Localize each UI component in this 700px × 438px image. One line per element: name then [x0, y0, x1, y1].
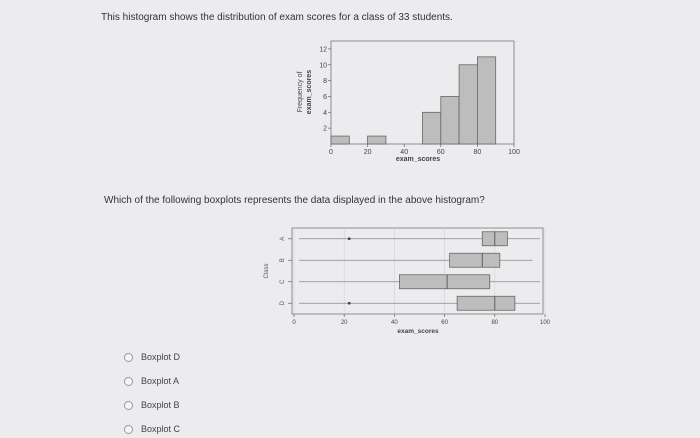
boxplot-C	[299, 275, 540, 289]
histogram-xtick-100: 100	[508, 149, 520, 156]
option-boxplot-d[interactable]	[124, 350, 180, 364]
boxplot-xtick-60: 60	[441, 320, 448, 326]
histogram-bar-80-90	[477, 57, 495, 144]
histogram-xlabel: exam_scores	[395, 156, 441, 163]
boxplot-xtick-0: 0	[292, 320, 296, 326]
question-prompt: Which of the following boxplots represents the data displayed in the above histogram?	[104, 195, 485, 206]
boxplot-xtick-100: 100	[539, 320, 551, 326]
radio-button[interactable]	[124, 401, 133, 410]
radio-button[interactable]	[124, 425, 133, 434]
question-intro: This histogram shows the distribution of exam scores for a class of 33 students.	[101, 12, 453, 23]
boxplot-xlabel: exam_scores	[397, 328, 439, 335]
option-label: Boxplot C	[141, 424, 181, 434]
boxplot-ylabel: Class	[264, 263, 270, 279]
histogram-xtick-40: 40	[400, 149, 409, 156]
boxplot-xtick-80: 80	[491, 320, 499, 326]
histogram-ytick-8: 8	[323, 78, 327, 86]
histogram-ylabel-line1: Frequency of	[297, 71, 304, 113]
histogram-xtick-0: 0	[329, 149, 333, 156]
boxplot-B-box	[450, 253, 500, 267]
boxplot-A	[299, 232, 540, 246]
histogram-xtick-20: 20	[363, 149, 372, 156]
histogram-bar-60-70	[441, 96, 459, 144]
boxplot-A-outlier	[348, 237, 351, 240]
histogram-bar-0-10	[331, 136, 349, 144]
histogram-ytick-10: 10	[319, 62, 327, 70]
boxplot-D-outlier	[348, 302, 351, 305]
option-label: Boxplot A	[141, 376, 180, 386]
histogram-ylabel-line2: exam_scores	[306, 69, 313, 115]
histogram-ytick-6: 6	[323, 93, 327, 101]
histogram-bar-70-80	[459, 65, 477, 144]
option-boxplot-c[interactable]	[124, 422, 180, 436]
histogram-xtick-80: 80	[473, 149, 482, 156]
option-label: Boxplot B	[141, 400, 180, 410]
boxplot-A-box	[482, 232, 507, 246]
boxplot-xtick-20: 20	[340, 320, 348, 326]
boxplot-ytick-D: D	[280, 301, 286, 306]
option-boxplot-a[interactable]	[124, 374, 179, 388]
boxplot-plot-frame	[292, 228, 543, 314]
histogram-ytick-4: 4	[323, 109, 327, 117]
histogram-ytick-12: 12	[319, 46, 327, 54]
boxplot-ytick-A: A	[280, 236, 286, 241]
histogram-bar-20-30	[368, 136, 386, 144]
radio-button[interactable]	[124, 353, 133, 362]
histogram-xtick-60: 60	[436, 149, 445, 156]
boxplot-D	[299, 296, 540, 310]
option-label: Boxplot D	[141, 352, 181, 362]
histogram-ytick-2: 2	[323, 125, 327, 133]
histogram-bar-50-60	[423, 112, 441, 144]
histogram-plot-frame	[331, 41, 514, 144]
boxplot-B	[299, 253, 532, 267]
boxplot-C-box	[399, 275, 489, 289]
boxplot-D-box	[457, 296, 515, 310]
radio-button[interactable]	[124, 377, 133, 386]
boxplot-ytick-C: C	[280, 279, 286, 284]
boxplot-xtick-40: 40	[391, 320, 398, 326]
boxplot-ytick-B: B	[280, 258, 286, 263]
option-boxplot-b[interactable]	[124, 398, 180, 412]
